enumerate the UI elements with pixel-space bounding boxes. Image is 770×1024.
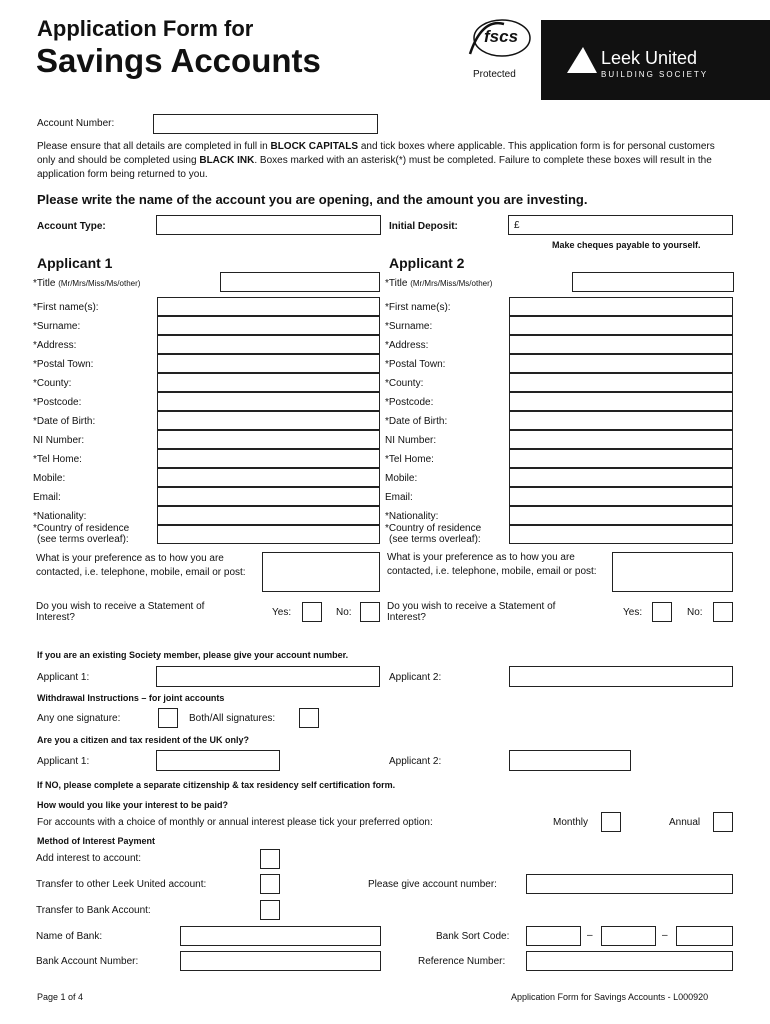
- form-title-line2: Savings Accounts: [36, 42, 321, 79]
- applicant2-nationality-field[interactable]: [509, 506, 733, 525]
- name-of-bank-label: Name of Bank:: [36, 931, 103, 942]
- applicant1-postal-town-field[interactable]: [157, 354, 380, 373]
- applicant2-email-label: Email:: [385, 492, 413, 503]
- existing-member-heading: If you are an existing Society member, please give your account number.: [37, 650, 349, 660]
- applicant1-county-field[interactable]: [157, 373, 380, 392]
- applicant1-address-field[interactable]: [157, 335, 380, 354]
- name-of-bank-field[interactable]: [180, 926, 381, 946]
- applicant2-tel-home-field[interactable]: [509, 449, 733, 468]
- applicant2-title-field[interactable]: [572, 272, 734, 292]
- leek-account-number-field[interactable]: [526, 874, 733, 894]
- account-number-label: Account Number:: [37, 118, 115, 129]
- applicant1-yes-label: Yes:: [272, 607, 292, 618]
- intro-text: Please ensure that all details are completed in full in BLOCK CAPITALS and tick boxes where applicable. This application form is for personal customers only and should be completed using BLACK INK. Boxes marked with an asterisk(*) must be completed. Failure to complete these boxes will result in the application form being returned to you.: [37, 141, 715, 180]
- applicant2-county-label: *County:: [385, 378, 424, 389]
- applicant2-date-of-birth-label: *Date of Birth:: [385, 416, 448, 427]
- add-interest-label: Add interest to account:: [36, 853, 142, 864]
- applicant1-title-label: *Title (Mr/Mrs/Miss/Ms/other): [33, 278, 141, 289]
- account-heading: Please write the name of the account you are opening, and the amount you are investing.: [37, 192, 588, 207]
- sort-code-field-3[interactable]: [676, 926, 733, 946]
- applicant1-statement-yes-checkbox[interactable]: [302, 602, 322, 622]
- block-capitals: BLOCK CAPITALS: [270, 141, 359, 152]
- applicant2-postal-town-field[interactable]: [509, 354, 733, 373]
- applicant2-postcode-field[interactable]: [509, 392, 733, 411]
- applicant1-mobile-label: Mobile:: [33, 473, 66, 484]
- applicant1-country-field[interactable]: [157, 525, 380, 544]
- member-applicant2-field[interactable]: [509, 666, 733, 687]
- applicant1-statement-no-checkbox[interactable]: [360, 602, 380, 622]
- monthly-checkbox[interactable]: [601, 812, 621, 832]
- transfer-bank-label: Transfer to Bank Account:: [36, 905, 151, 916]
- applicant1-first-name-field[interactable]: [157, 297, 380, 316]
- applicant1-statement-question: Do you wish to receive a Statement of Interest?: [36, 601, 205, 623]
- form-title-line1: Application Form for: [37, 16, 254, 41]
- applicant2-statement-no-checkbox[interactable]: [713, 602, 733, 622]
- applicant1-postcode-label: *Postcode:: [33, 397, 82, 408]
- transfer-leek-label: Transfer to other Leek United account:: [36, 879, 207, 890]
- fscs-logo: [462, 14, 534, 84]
- applicant2-surname-field[interactable]: [509, 316, 733, 335]
- if-no-note: If NO, please complete a separate citizenship & tax residency self certification form.: [37, 780, 396, 790]
- applicant2-contact-pref-label: What is your preference as to how you are contacted, i.e. telephone, mobile, email or post:: [387, 552, 597, 577]
- fscs-protected: Protected: [473, 69, 516, 80]
- citizen-question: Are you a citizen and tax resident of the UK only?: [37, 735, 250, 745]
- initial-deposit-label: Initial Deposit:: [389, 221, 458, 232]
- applicant2-surname-label: *Surname:: [385, 321, 433, 332]
- applicant1-tel-home-field[interactable]: [157, 449, 380, 468]
- applicant2-mobile-label: Mobile:: [385, 473, 418, 484]
- applicant1-postcode-field[interactable]: [157, 392, 380, 411]
- applicant1-county-label: *County:: [33, 378, 72, 389]
- citizen-applicant2-label: Applicant 2:: [389, 756, 442, 767]
- applicant1-heading: Applicant 1: [37, 255, 113, 271]
- applicant1-email-label: Email:: [33, 492, 61, 503]
- sort-code-dash-1: –: [587, 930, 593, 941]
- applicant2-first-name-label: *First name(s):: [385, 302, 451, 313]
- applicant2-postcode-label: *Postcode:: [385, 397, 434, 408]
- leek-united-logo: [541, 20, 770, 100]
- applicant2-statement-question: Do you wish to receive a Statement of Interest?: [387, 601, 556, 623]
- applicant1-contact-pref-label: What is your preference as to how you are contacted, i.e. telephone, mobile, email or post:: [36, 553, 246, 578]
- applicant1-surname-label: *Surname:: [33, 321, 81, 332]
- applicant2-statement-yes-checkbox[interactable]: [652, 602, 672, 622]
- give-account-number-label: Please give account number:: [368, 879, 497, 890]
- cheques-note: Make cheques payable to yourself.: [552, 240, 701, 250]
- interest-paid-question: How would you like your interest to be paid?: [37, 800, 229, 810]
- applicant1-contact-pref-field[interactable]: [262, 552, 380, 592]
- sort-code-label: Bank Sort Code:: [436, 931, 510, 942]
- applicant1-title-field[interactable]: [220, 272, 380, 292]
- add-interest-checkbox[interactable]: [260, 849, 280, 869]
- member-applicant1-label: Applicant 1:: [37, 672, 90, 683]
- applicant2-country-label: *Country of residence (see terms overleaf):: [385, 523, 482, 545]
- applicant1-ni-number-field[interactable]: [157, 430, 380, 449]
- applicant1-no-label: No:: [336, 607, 352, 618]
- applicant1-address-label: *Address:: [33, 340, 77, 351]
- citizen-applicant1-label: Applicant 1:: [37, 756, 90, 767]
- both-all-signatures-checkbox[interactable]: [299, 708, 319, 728]
- citizen-applicant1-field[interactable]: [156, 750, 280, 771]
- sort-code-field-2[interactable]: [601, 926, 656, 946]
- applicant1-first-name-label: *First name(s):: [33, 302, 99, 313]
- withdrawal-heading: Withdrawal Instructions – for joint accounts: [37, 693, 225, 703]
- applicant2-ni-number-field[interactable]: [509, 430, 733, 449]
- applicant1-postal-town-label: *Postal Town:: [33, 359, 94, 370]
- transfer-bank-checkbox[interactable]: [260, 900, 280, 920]
- applicant2-address-label: *Address:: [385, 340, 429, 351]
- form-reference: Application Form for Savings Accounts - L000920: [511, 992, 709, 1002]
- applicant2-first-name-field[interactable]: [509, 297, 733, 316]
- applicant1-email-field[interactable]: [157, 487, 380, 506]
- monthly-label: Monthly: [553, 817, 589, 828]
- applicant2-nationality-label: *Nationality:: [385, 511, 439, 522]
- applicant2-country-field[interactable]: [509, 525, 733, 544]
- any-one-signature-label: Any one signature:: [37, 713, 121, 724]
- method-heading: Method of Interest Payment: [37, 836, 156, 846]
- transfer-leek-checkbox[interactable]: [260, 874, 280, 894]
- applicant1-date-of-birth-label: *Date of Birth:: [33, 416, 96, 427]
- applicant2-email-field[interactable]: [509, 487, 733, 506]
- applicant1-surname-field[interactable]: [157, 316, 380, 335]
- annual-label: Annual: [669, 817, 701, 828]
- citizen-applicant2-field[interactable]: [509, 750, 631, 771]
- applicant1-mobile-field[interactable]: [157, 468, 380, 487]
- member-applicant2-label: Applicant 2:: [389, 672, 442, 683]
- interest-option-text: For accounts with a choice of monthly or annual interest please tick your preferred option:: [37, 817, 433, 828]
- bank-account-number-field[interactable]: [180, 951, 381, 971]
- applicant2-ni-number-label: NI Number:: [385, 435, 437, 446]
- currency-symbol: £: [514, 220, 520, 231]
- sort-code-dash-2: –: [662, 930, 668, 941]
- account-number-field[interactable]: [153, 114, 378, 134]
- reference-number-label: Reference Number:: [418, 956, 506, 967]
- applicant1-country-label: *Country of residence (see terms overleaf):: [33, 523, 130, 545]
- applicant2-address-field[interactable]: [509, 335, 733, 354]
- applicant2-contact-pref-field[interactable]: [612, 552, 733, 592]
- any-one-signature-checkbox[interactable]: [158, 708, 178, 728]
- sort-code-field-1[interactable]: [526, 926, 581, 946]
- logo-mountain-icon: [563, 45, 599, 75]
- applicant2-postal-town-label: *Postal Town:: [385, 359, 446, 370]
- reference-number-field[interactable]: [526, 951, 733, 971]
- member-applicant1-field[interactable]: [156, 666, 380, 687]
- applicant2-heading: Applicant 2: [389, 255, 465, 271]
- applicant2-mobile-field[interactable]: [509, 468, 733, 487]
- applicant1-ni-number-label: NI Number:: [33, 435, 85, 446]
- applicant2-date-of-birth-field[interactable]: [509, 411, 733, 430]
- applicant2-title-label: *Title (Mr/Mrs/Miss/Ms/other): [385, 278, 493, 289]
- black-ink: BLACK INK: [199, 155, 255, 166]
- applicant2-tel-home-label: *Tel Home:: [385, 454, 434, 465]
- applicant1-nationality-field[interactable]: [157, 506, 380, 525]
- logo-name: Leek United: [601, 48, 698, 68]
- applicant2-county-field[interactable]: [509, 373, 733, 392]
- page-number: Page 1 of 4: [37, 992, 84, 1002]
- applicant1-date-of-birth-field[interactable]: [157, 411, 380, 430]
- initial-deposit-field[interactable]: [508, 215, 733, 235]
- applicant1-tel-home-label: *Tel Home:: [33, 454, 82, 465]
- account-type-label: Account Type:: [37, 221, 106, 232]
- applicant2-yes-label: Yes:: [623, 607, 643, 618]
- applicant2-no-label: No:: [687, 607, 703, 618]
- fscs-text: fscs: [484, 27, 519, 46]
- both-all-signatures-label: Both/All signatures:: [189, 713, 276, 724]
- account-type-field[interactable]: [156, 215, 381, 235]
- annual-checkbox[interactable]: [713, 812, 733, 832]
- applicant1-nationality-label: *Nationality:: [33, 511, 87, 522]
- bank-account-number-label: Bank Account Number:: [36, 956, 139, 967]
- logo-subtitle: BUILDING SOCIETY: [601, 70, 709, 79]
